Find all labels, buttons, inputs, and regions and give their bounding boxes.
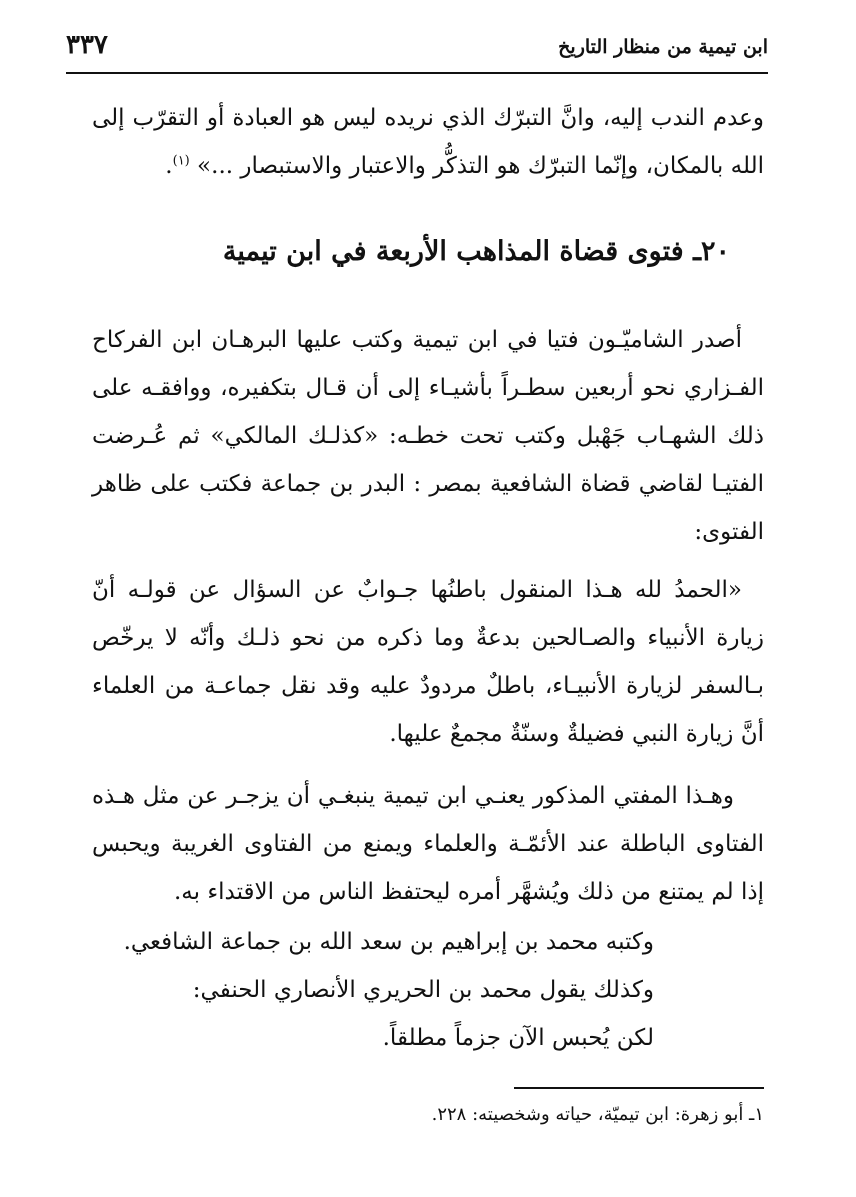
paragraph-fatwa: أصدر الشاميّـون فتيا في ابن تيمية وكتب عليها البرهـان ابن الفركاح الفـزاري نحو أربعين سطـراً بأشيـاء إلى أن قـال بتكفيره، ووافقـه على ذلك الشهـاب جَهْبل وكتب تحت خطـه: «كذلـك المالكي» ثم عُـرضت الفتيـا لقاضي قضاة الشافعية بمصر : البدر بن جماعة فكتب على ظاهر الفتوى: (92, 327, 764, 545)
section-heading: ٢٠ـ فتوى قضاة المذاهب الأربعة في ابن تيمية (222, 236, 730, 267)
signature-line: وكتبه محمد بن إبراهيم بن سعد الله بن جماعة الشافعي. (123, 929, 654, 955)
page-body (92, 94, 764, 1062)
footnote: ١ـ أبو زهرة: ابن تيميّة، حياته وشخصيته: ٢٢٨. (431, 1104, 764, 1125)
intro-paragraph (92, 94, 764, 190)
footnote-rule (514, 1087, 764, 1089)
header-rule (66, 72, 768, 74)
paragraph-mufti: وهـذا المفتي المذكور يعنـي ابن تيمية ينبغـي أن يزجـر عن مثل هـذه الفتاوى الباطلة عند الأئمّـة والعلماء ويمنع من الفتاوى الغريبة ويحبس إذا لم يمتنع من ذلك ويُشهَّر أمره ليحتفظ الناس من الاقتداء به. (92, 783, 764, 905)
page-header (66, 30, 768, 70)
page-number: ٣٣٧ (66, 30, 108, 60)
hanafi-line: وكذلك يقول محمد بن الحريري الأنصاري الحنفي: (192, 977, 654, 1003)
intro-end: . (165, 153, 173, 179)
verdict-line: لكن يُحبس الآن جزماً مطلقاً. (382, 1025, 654, 1051)
footnote-reference: (١) (172, 153, 190, 169)
intro-text: وعدم الندب إليه، وانَّ التبرّك الذي نريده ليس هو العبادة أو التقرّب إلى الله بالمكان، وإنّما التبرّك هو التذكُّر والاعتبار والاستبصار ...» (92, 105, 764, 179)
paragraph-quote: «الحمدُ لله هـذا المنقول باطنُها جـوابٌ عن السؤال عن قولـه أنّ زيارة الأنبياء والصـالحين بدعةٌ وما ذكره من نحو ذلـك وأنّه لا يرخّص بـالسفر لزيارة الأنبيـاء، باطلٌ مردودٌ عليه وقد نقل جماعـة من العلماء أنَّ زيارة النبي فضيلةٌ وسنّةٌ مجمعٌ عليها. (92, 577, 764, 747)
running-title: ابن تيمية من منظار التاريخ (558, 36, 768, 58)
